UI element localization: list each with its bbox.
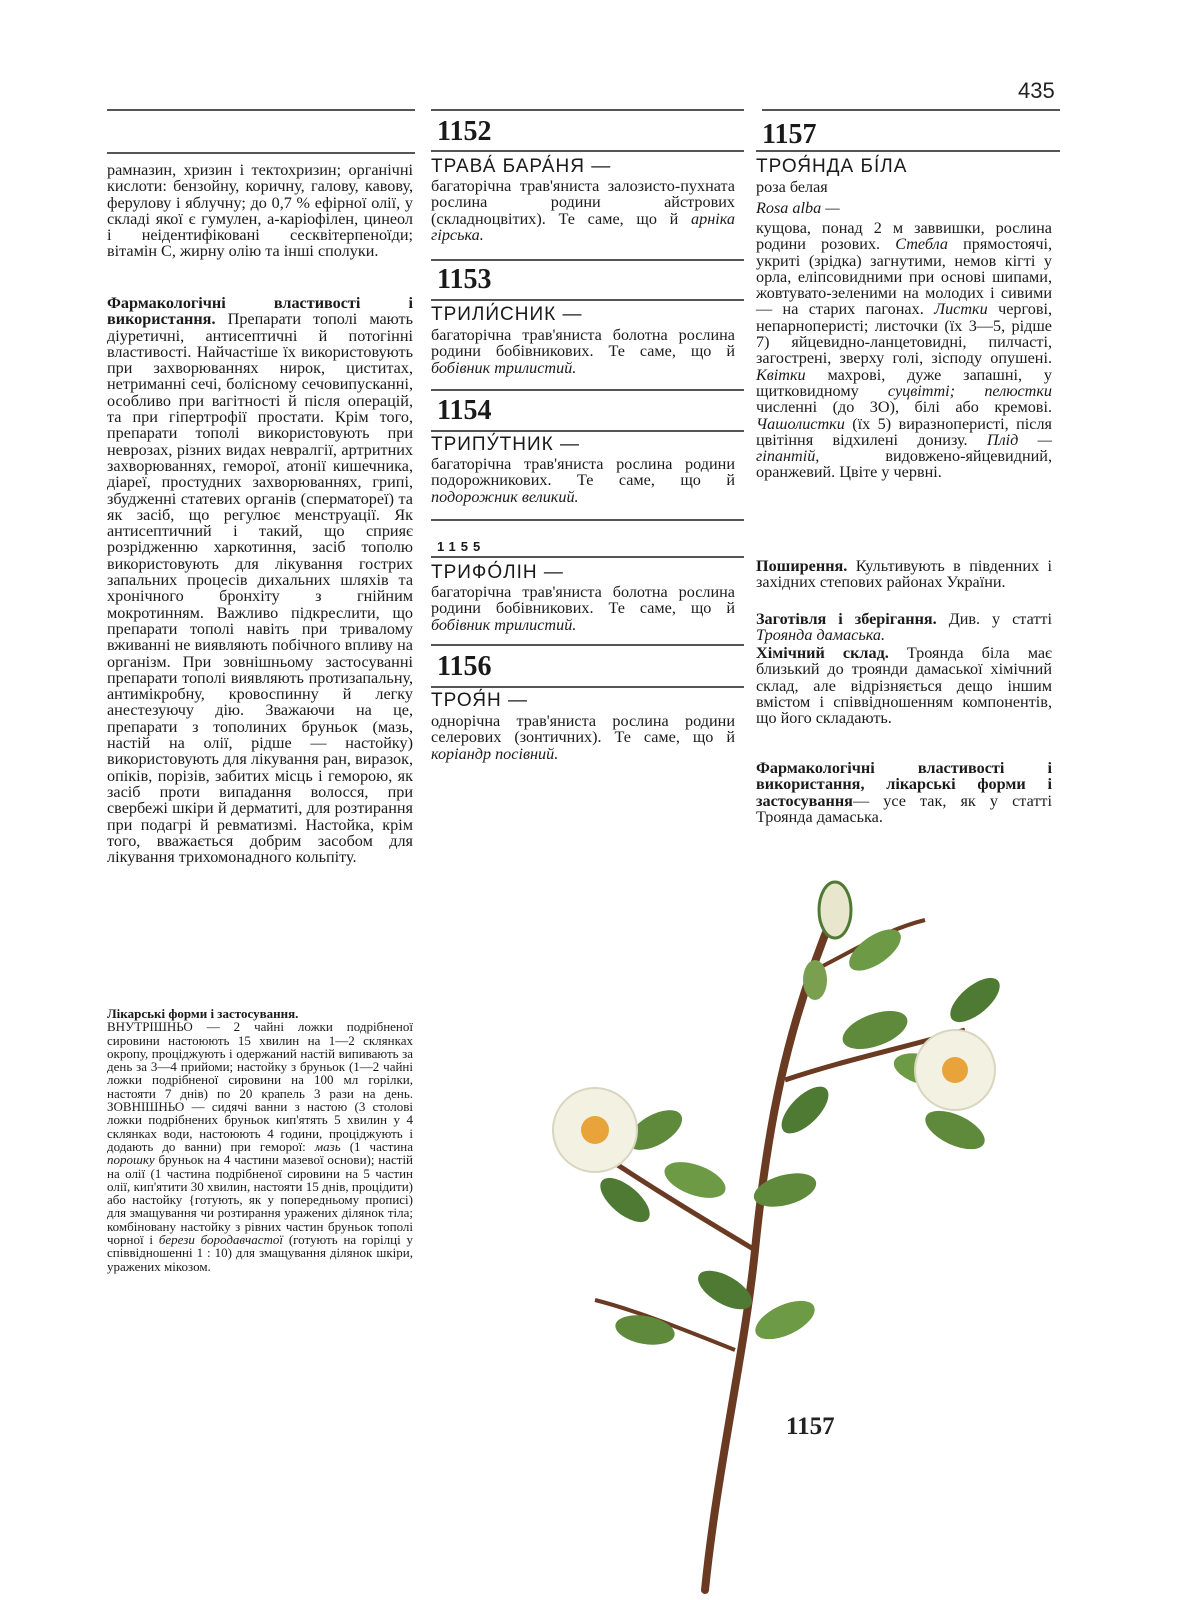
section-heading: Фармакологічні властивості і використання, лікарські форми і застосування xyxy=(756,759,1052,810)
rose-flower xyxy=(553,1088,637,1172)
entry-title: ТРИПУ́ТНИК — xyxy=(431,434,580,455)
section-heading: Заготівля і зберігання. xyxy=(756,610,937,628)
entry-title: ТРИФО́ЛІН — xyxy=(431,562,564,583)
russian-name: роза белая xyxy=(756,178,828,196)
column-rule xyxy=(431,299,744,301)
plate-label: 1157 xyxy=(786,1413,835,1440)
column-rule xyxy=(431,259,744,261)
section-heading: Лікарські форми і застосування. xyxy=(107,1006,299,1021)
rose-pharmacology: Фармакологічні властивості і використання, лікарські форми і застосування— усе так, як у статті Троянда дамаська. xyxy=(756,759,1052,826)
poplar-composition: рамназин, хризин і тектохризин; органічні кислоти: бензойну, коричну, галову, кавову, ферулову і яблучну; до 0,7 % ефірної олії, у складі якої є гумулен, а-каріофілен, цинеол і неідентифіковані сесквітерпеноїди; вітамін С, жирну олію та інші сполуки. xyxy=(107,161,413,261)
rose-distribution: Поширення. Культивують в південних і західних степових районах України. xyxy=(756,557,1052,592)
column-rule xyxy=(431,389,744,391)
column-rule xyxy=(431,519,744,521)
page-number: 435 xyxy=(1018,78,1055,103)
entry-number: 1157 xyxy=(762,119,817,150)
entry-title: ТРАВА́ БАРА́НЯ — xyxy=(431,156,612,177)
column-rule xyxy=(431,556,744,558)
entry-text: багаторічна трав'яниста болотна рослина родини бобівникових. Те саме, що й бобівник трилистий. xyxy=(431,583,735,634)
column-rule xyxy=(431,109,744,111)
section-heading: Фармакологічні властивості і використання. xyxy=(107,294,413,329)
entry-number: 1153 xyxy=(437,264,492,295)
entry-number: 1152 xyxy=(437,116,492,147)
rose-bud xyxy=(803,882,851,1000)
entry-number: 1156 xyxy=(437,651,492,682)
column-rule xyxy=(107,109,415,111)
rose-flower xyxy=(915,1030,995,1110)
column-rule xyxy=(762,109,1060,111)
entry-number: 1155 xyxy=(437,539,486,554)
column-rule xyxy=(107,152,415,154)
column-rule xyxy=(431,430,744,432)
entry-title: ТРОЯ́НДА БІ́ЛА xyxy=(756,156,908,177)
entry-text: багаторічна трав'яниста залозисто-пухната рослина родини айстрових (складноцвітих). Те саме, що й арніка гірська. xyxy=(431,177,735,244)
poplar-forms: Лікарські форми і застосування. ВНУТРІШНЬО — 2 чайні ложки подрібненої сировини настоюють 15 хвилин на 1—2 склянках окропу, проціджують і одержаний настій випивають за день за 3—4 прийоми; настойку з бруньок (1—2 чайні ложки подрібненої сировини на 100 мл горілки, настояти 7 днів) по 20 крапель 3 рази на день. ЗОВНІШНЬО — сидячі ванни з настою (3 столові ложки подрібнених бруньок кип'ятять 5 хвилин у 4 склянках води, настоюють 4 години, проціджують і додають до ванни) при геморої: мазь (1 частина порошку бруньок на 4 частини мазевої основи); настій на олії (1 частина подрібненої сировини на 5 частин олії, кип'ятити 30 хвилин, настояти 15 днів, процідити) або настойку {готують, як у попередньому прописі) для змащування чи розтирання уражених ділянок тіла; комбіновану настойку з рівних частин бруньок тополі чорної і берези бородавчастої (готують на горілці у співвідношенні 1 : 10) для змащування ділянок шкіри, уражених мікозом. xyxy=(107,1006,414,1274)
latin-name: Rosa alba — xyxy=(756,199,840,217)
entry-number: 1154 xyxy=(437,395,492,426)
section-heading: Поширення. xyxy=(756,557,848,575)
stem xyxy=(595,910,965,1590)
rose-harvest: Заготівля і зберігання. Див. у статті Троянда дамаська. xyxy=(756,610,1052,645)
entry-text: багаторічна трав'яниста рослина родини подорожникових. Те саме, що й подорожник великий. xyxy=(431,455,735,506)
entry-text: однорічна трав'яниста рослина родини селерових (зонтичних). Те саме, що й коріандр посівний. xyxy=(431,712,735,763)
entry-text: багаторічна трав'яниста болотна рослина родини бобівникових. Те саме, що й бобівник трилистий. xyxy=(431,326,735,377)
section-heading: Хімічний склад. xyxy=(756,644,889,662)
column-rule xyxy=(431,150,744,152)
rose-illustration xyxy=(455,830,1055,1600)
leaves xyxy=(593,921,1007,1349)
entry-title: ТРОЯ́Н — xyxy=(431,690,528,711)
column-rule xyxy=(431,686,744,688)
column-rule xyxy=(756,150,1060,152)
poplar-pharmacology: Фармакологічні властивості і використання. Препарати тополі мають діуретичні, антисептичні й потогінні властивості. Найчастіше їх використовують при захворюваннях нирок, циститах, нетриманні сечі, болісному сечовипусканні, особливо при вагітності й після операцій, та при гіпертрофії простати. Крім того, препарати тополі використовують при неврозах, різних видах невралгії, артритних захворюваннях, геморої, атонії кишечника, діареї, простудних захворюваннях, грипі, збудженні статевих органів (сперматореї) та як засіб, що регулює менструації. Як антисептичний і такий, що сприяє розрідженню харкотиння, засіб тополю використовують для лікування гострих запальних процесів дихальних шляхів та хронічного бронхіту з гнійним мокротинням. Важливо підкреслити, що препарати тополі навіть при тривалому вживанні не виявляють побічного впливу на організм. При зовнішньому застосуванні препарати тополі виявляють протизапальну, антимікробну, кровоспинну й легку анестезуючу дію. Зважаючи на це, препарати з тополиних бруньок (мазь, настій на олії, рідше — настойку) використовують для лікування ран, виразок, опіків, порізів, забитих місць і геморою, як засіб проти випадання волосся, при свербежі шкіри й дерматиті, для розтирання при подагрі й ревматизмі. Настойка, крім того, вважається добрим засобом для лікування трихомонадного кольпіту. xyxy=(107,294,414,867)
rose-chemistry: Хімічний склад. Троянда біла має близький до троянди дамаської хімічний склад, але відрізняється дещо іншим вмістом і співвідношенням компонентів, що його складають. xyxy=(756,644,1052,728)
rose-description: кущова, понад 2 м заввишки, рослина родини розових. Стебла прямостоячі, укриті (зрідка) загнутими, немов кігті у орла, еліпсовидними при основі шипами, жовтувато-зеленими на молодих і сивими — на старих пагонах. Листки чергові, непарноперисті; листочки (їх 3—5, рідше 7) яйцевидно-ланцетовидні, пилчасті, загострені, зверху голі, зісподу опушені. Квітки махрові, дуже запашні, у щитковидному суцвітті; пелюстки численні (до 3О), білі або кремові. Чашолистки (їх 5) виразноперисті, після цвітіння відхилені донизу. Плід — гіпантій, видовжено-яйцевидний, оранжевий. Цвіте у червні. xyxy=(756,219,1053,482)
column-rule xyxy=(431,644,744,646)
entry-title: ТРИЛИ́СНИК — xyxy=(431,304,583,325)
